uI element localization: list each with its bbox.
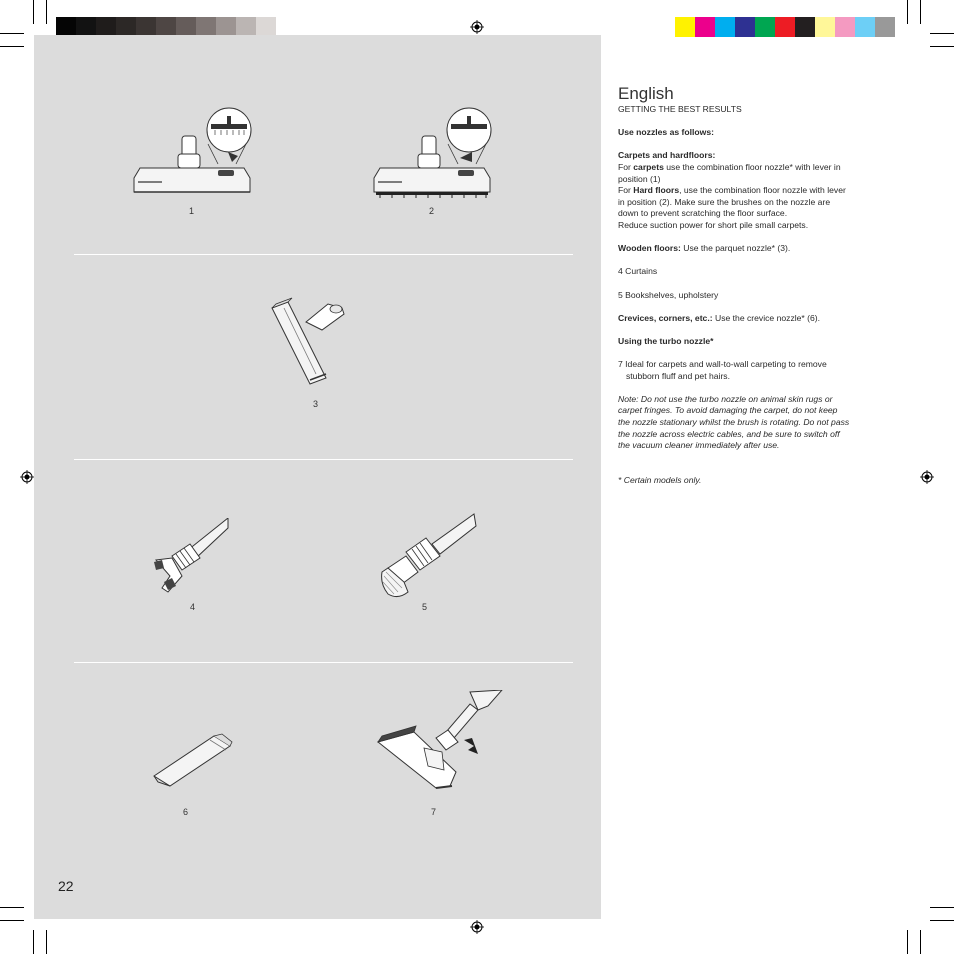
figure-number: 6 [183,807,189,817]
parquet-nozzle-illustration [266,294,350,386]
divider [74,459,573,460]
color-swatch [256,17,276,37]
crop-mark [46,0,47,24]
instructions-column [618,84,850,487]
color-swatch [176,17,196,37]
carpets-heading: Carpets and hardfloors: [618,150,716,161]
crevice-nozzle-illustration [150,732,234,788]
section-title: GETTING THE BEST RESULTS [618,104,742,114]
crevices-paragraph: Crevices, corners, etc.: Use the crevice nozzle* (6). [618,312,821,323]
turbo-heading: Using the turbo nozzle* [618,335,714,346]
crop-mark [920,930,921,954]
color-swatch [815,17,835,37]
crop-mark [930,46,954,47]
crop-mark [0,46,24,47]
carpets-paragraph: For carpets use the combination floor nozzle* with lever in position (1) [618,161,841,184]
color-swatch [276,17,296,37]
color-swatch [156,17,176,37]
crop-mark [920,0,921,24]
color-swatch [755,17,775,37]
color-swatch [835,17,855,37]
crop-mark [0,920,24,921]
bookshelves-item: 5 Bookshelves, upholstery [618,289,719,300]
turbo-item: 7 Ideal for carpets and wall-to-wall carpeting to remove stubborn fluff and pet hairs. [618,359,827,381]
color-swatch [96,17,116,37]
reduce-suction-text: Reduce suction power for short pile small carpets. [618,219,809,230]
use-nozzles-heading: Use nozzles as follows: [618,127,714,138]
footnote: * Certain models only. [618,475,702,485]
crop-mark [0,33,24,34]
color-swatch [116,17,136,37]
cmyk-color-bar [675,17,895,37]
crop-mark [907,930,908,954]
upholstery-brush-illustration [378,512,478,602]
figure-number: 3 [313,399,319,409]
crop-mark [930,33,954,34]
color-swatch [695,17,715,37]
color-swatch [795,17,815,37]
floor-nozzle-hardfloor-illustration [368,102,498,202]
figure-number: 2 [429,206,435,216]
color-swatch [216,17,236,37]
divider [74,662,573,663]
crop-mark [930,907,954,908]
curtain-nozzle-illustration [150,518,230,604]
registration-mark-icon [470,20,484,34]
color-swatch [196,17,216,37]
color-swatch [875,17,895,37]
language-heading: English [618,84,674,103]
figure-number: 4 [190,602,196,612]
crop-mark [33,930,34,954]
hardfloors-paragraph: For Hard floors, use the combination floor nozzle with lever in position (2). Make sure the brushes on the nozzle are down to prevent scratching the floor surface. [618,185,846,219]
color-swatch [675,17,695,37]
color-swatch [236,17,256,37]
illustration-panel [34,35,601,919]
crop-mark [33,0,34,24]
color-swatch [715,17,735,37]
color-swatch [56,17,76,37]
color-swatch [855,17,875,37]
crop-mark [907,0,908,24]
registration-mark-icon [470,920,484,934]
turbo-note: Note: Do not use the turbo nozzle on animal skin rugs or carpet fringes. To avoid damaging the carpet, do not keep the nozzle stationary whilst the brush is rotating. Do not pass the nozzle across electric cables, and be sure to switch off the vacuum cleaner immediately after use. [618,393,850,451]
crop-mark [0,907,24,908]
floor-nozzle-carpet-illustration [128,102,258,202]
color-swatch [136,17,156,37]
figure-number: 7 [431,807,437,817]
color-swatch [76,17,96,37]
color-swatch [735,17,755,37]
grayscale-color-bar [56,17,296,37]
figure-number: 1 [189,206,195,216]
crop-mark [930,920,954,921]
crop-mark [46,930,47,954]
figure-number: 5 [422,602,428,612]
curtains-item: 4 Curtains [618,266,658,277]
registration-mark-icon [20,470,34,484]
page-number: 22 [58,878,74,894]
turbo-nozzle-illustration [374,690,506,790]
divider [74,254,573,255]
wooden-floors-paragraph: Wooden floors: Use the parquet nozzle* (3). [618,243,791,254]
color-swatch [775,17,795,37]
registration-mark-icon [920,470,934,484]
